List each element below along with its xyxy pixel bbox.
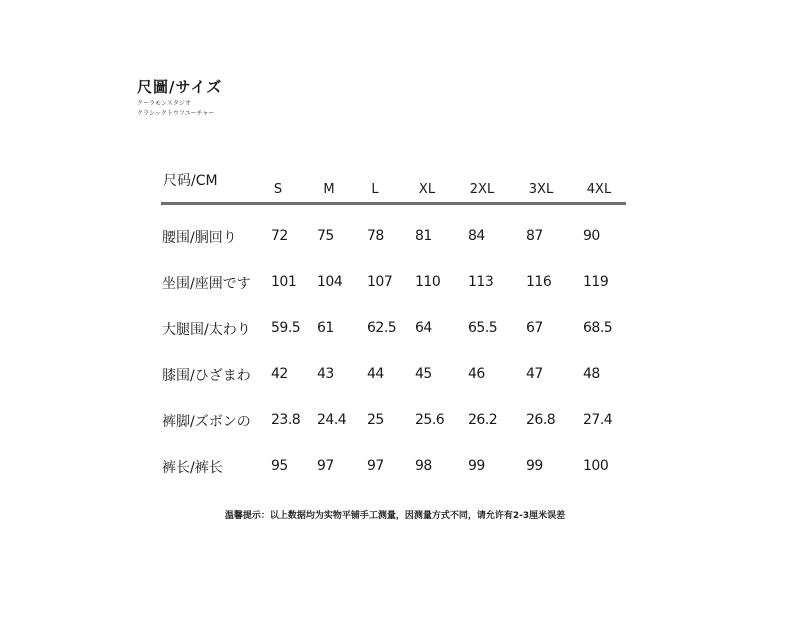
brand-title: 尺圖/サイズ: [137, 78, 223, 96]
brand-subtitle-1: クーラモンスタジオ: [137, 100, 191, 107]
table-cell: 113: [468, 274, 494, 290]
table-cell: 45: [415, 366, 432, 382]
table-cell: 23.8: [271, 412, 301, 428]
table-cell: 61: [317, 320, 334, 336]
table-cell: 119: [583, 274, 609, 290]
table-cell: 101: [271, 274, 297, 290]
row-label: 裤长/裤长: [162, 460, 223, 476]
table-cell: 99: [526, 458, 543, 474]
size-column-header: 4XL: [586, 182, 612, 197]
table-cell: 26.8: [526, 412, 556, 428]
table-cell: 116: [526, 274, 552, 290]
size-column-header: M: [323, 182, 335, 197]
table-cell: 97: [317, 458, 334, 474]
table-cell: 26.2: [468, 412, 498, 428]
table-cell: 68.5: [583, 320, 613, 336]
table-cell: 107: [367, 274, 393, 290]
table-cell: 95: [271, 458, 288, 474]
table-cell: 48: [583, 366, 600, 382]
table-cell: 47: [526, 366, 543, 382]
table-cell: 25.6: [415, 412, 445, 428]
table-cell: 59.5: [271, 320, 301, 336]
table-cell: 67: [526, 320, 543, 336]
table-cell: 43: [317, 366, 334, 382]
table-row: [161, 273, 626, 319]
measurement-note: 温馨提示：以上数据均为实物平铺手工测量，因测量方式不同，请允许有2-3厘米误差: [224, 511, 566, 521]
table-header-row: [161, 168, 626, 205]
size-column-header: 2XL: [469, 182, 495, 197]
table-cell: 81: [415, 228, 432, 244]
table-cell: 87: [526, 228, 543, 244]
table-cell: 64: [415, 320, 432, 336]
table-cell: 24.4: [317, 412, 347, 428]
table-cell: 42: [271, 366, 288, 382]
table-row: [161, 319, 626, 365]
table-cell: 104: [317, 274, 343, 290]
row-label: 膝围/ひざまわ: [162, 368, 251, 384]
row-label: 坐围/座囲です: [162, 276, 251, 292]
table-row: [161, 365, 626, 411]
table-row: [161, 227, 626, 273]
table-cell: 110: [415, 274, 441, 290]
brand-subtitle-2: クラシックトウフユーチャー: [137, 110, 215, 117]
size-column-header: XL: [418, 182, 436, 197]
table-cell: 25: [367, 412, 384, 428]
table-cell: 65.5: [468, 320, 498, 336]
table-cell: 99: [468, 458, 485, 474]
table-cell: 78: [367, 228, 384, 244]
size-column-header: L: [371, 182, 379, 197]
row-label: 裤脚/ズボンの: [162, 414, 251, 430]
table-cell: 46: [468, 366, 485, 382]
table-cell: 100: [583, 458, 609, 474]
table-cell: 90: [583, 228, 600, 244]
table-cell: 27.4: [583, 412, 613, 428]
table-cell: 98: [415, 458, 432, 474]
size-column-header: S: [273, 182, 283, 197]
brand-block: [137, 77, 337, 119]
table-cell: 44: [367, 366, 384, 382]
row-label: 大腿围/太わり: [162, 322, 251, 338]
table-row: [161, 457, 626, 503]
size-unit-label: 尺码/CM: [163, 173, 218, 189]
table-cell: 97: [367, 458, 384, 474]
size-table: [161, 168, 626, 503]
row-label: 腰围/胴回り: [162, 230, 237, 246]
table-cell: 75: [317, 228, 334, 244]
table-cell: 72: [271, 228, 288, 244]
table-cell: 62.5: [367, 320, 397, 336]
table-row: [161, 411, 626, 457]
size-column-header: 3XL: [528, 182, 554, 197]
table-cell: 84: [468, 228, 485, 244]
